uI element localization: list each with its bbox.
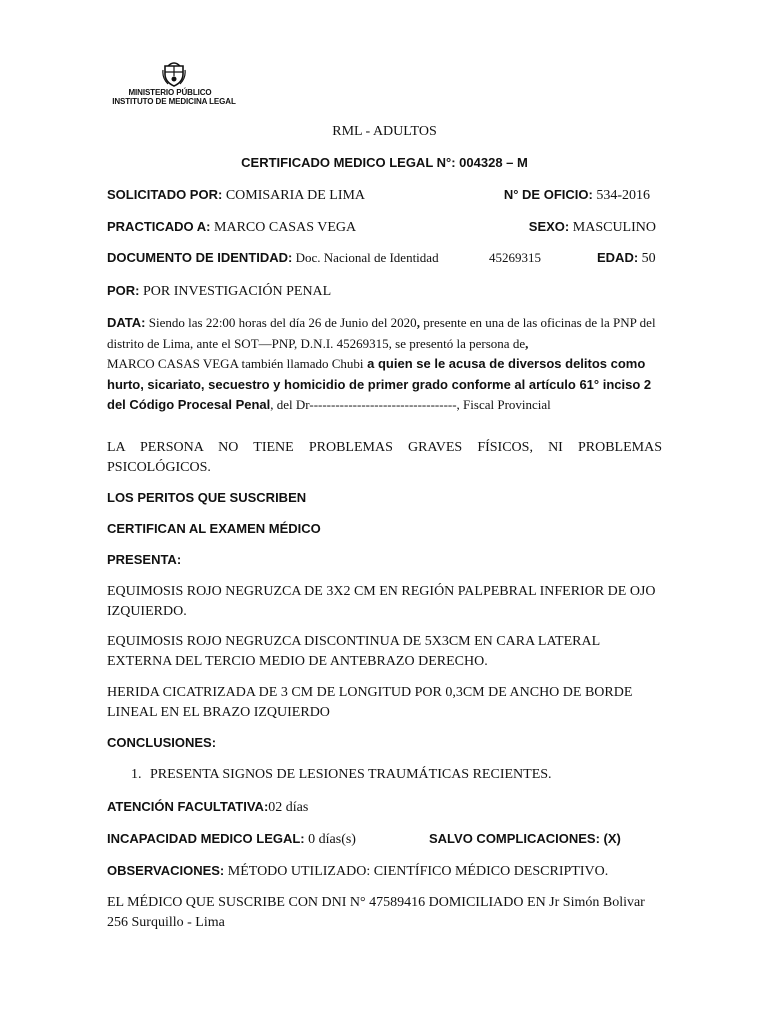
- data-accusation-text: a quien se le acusa de diversos delitos como hurto, sicariato, secuestro y homicidio de primer grado conforme al artículo 61° inciso 2 del Código Procesal Penal: [107, 356, 652, 413]
- conclusion-number: 1.: [131, 767, 142, 782]
- data-text-part1: Siendo las 22:00 horas del día 26 de Junio del 2020: [145, 315, 417, 330]
- data-text-part3: MARCO CASAS VEGA también llamado Chubi: [107, 356, 364, 372]
- peritos-heading: LOS PERITOS QUE SUSCRIBEN: [107, 490, 307, 505]
- data-text-part4: , del Dr----------------------------------, Fiscal Provincial: [270, 397, 551, 413]
- letterhead-logo: [104, 60, 244, 106]
- edad-label: EDAD:: [597, 250, 639, 265]
- document-type: RML - ADULTOS: [332, 124, 437, 139]
- data-paragraph: DATA: Siendo las 22:00 horas del día 26 de Junio del 2020, presente en una de las oficinas de la PNP del distrito de Lima, ante el SOT—PNP, D.N.I. 45269315, se presentó la persona de, MARCO CASAS VEGA también llamado Chubi a quien se le acusa de diversos delitos como hurto, sicariato, secuestro y homicidio de primer grado conforme al artículo 61° inciso 2 del Código Procesal Penal, del Dr----------------------------------, Fiscal Provincial: [107, 315, 656, 413]
- edad-value: 50: [638, 251, 656, 266]
- solicitado-label: SOLICITADO POR:: [107, 187, 223, 202]
- data-text-part2: presente en una de las oficinas de la PNP del distrito de Lima, ante el SOT—PNP, D.N.I. 45269315, se presentó la persona de: [107, 315, 656, 351]
- finding-item: EQUIMOSIS ROJO NEGRUZCA DISCONTINUA DE 5X3CM EN CARA LATERAL EXTERNA DEL TERCIO MEDIO DE ANTEBRAZO DERECHO.: [107, 634, 600, 669]
- atencion-label: ATENCIÓN FACULTATIVA:: [107, 799, 269, 814]
- data-comma: ,: [416, 315, 420, 330]
- coat-of-arms-icon: [162, 60, 186, 88]
- por-row: [107, 281, 662, 302]
- documento-label: DOCUMENTO DE IDENTIDAD:: [107, 250, 293, 265]
- documento-number: 45269315: [489, 250, 541, 265]
- finding-item: HERIDA CICATRIZADA DE 3 CM DE LONGITUD POR 0,3CM DE ANCHO DE BORDE LINEAL EN EL BRAZO IZQUIERDO: [107, 685, 633, 720]
- certifican-heading: CERTIFICAN AL EXAMEN MÉDICO: [107, 521, 321, 536]
- documento-value: Doc. Nacional de Identidad: [292, 250, 439, 265]
- finding-item: EQUIMOSIS ROJO NEGRUZCA DE 3X2 CM EN REGIÓN PALPEBRAL INFERIOR DE OJO IZQUIERDO.: [107, 584, 656, 619]
- statement-paragraph: LA PERSONA NO TIENE PROBLEMAS GRAVES FÍSICOS, NI PROBLEMAS PSICOLÓGICOS.: [107, 440, 662, 475]
- observaciones-label: OBSERVACIONES:: [107, 863, 225, 878]
- documento-row: [107, 248, 662, 269]
- incapacidad-label: INCAPACIDAD MEDICO LEGAL:: [107, 831, 305, 846]
- oficio-label: N° DE OFICIO:: [503, 187, 593, 202]
- org-name-line2: INSTITUTO DE MEDICINA LEGAL: [112, 97, 236, 106]
- observaciones-value: MÉTODO UTILIZADO: CIENTÍFICO MÉDICO DESCRIPTIVO.: [224, 864, 609, 879]
- solicitado-value: COMISARIA DE LIMA: [222, 188, 366, 203]
- sexo-value: MASCULINO: [569, 220, 656, 235]
- signature-paragraph: EL MÉDICO QUE SUSCRIBE CON DNI N° 47589416 DOMICILIADO EN Jr Simón Bolivar 256 Surquillo - Lima: [107, 895, 645, 930]
- incapacidad-value: 0 días(s): [304, 832, 356, 847]
- conclusion-item: [131, 765, 662, 785]
- conclusion-text: PRESENTA SIGNOS DE LESIONES TRAUMÁTICAS RECIENTES.: [150, 767, 552, 782]
- sexo-label: SEXO:: [528, 219, 570, 234]
- practicado-value: MARCO CASAS VEGA: [210, 220, 357, 235]
- certificate-title: CERTIFICADO MEDICO LEGAL N°: 004328 – M: [241, 155, 528, 170]
- conclusiones-heading: CONCLUSIONES:: [107, 735, 217, 750]
- atencion-row: [107, 797, 662, 818]
- solicitado-row: [107, 185, 662, 206]
- oficio-value: 534-2016: [592, 188, 650, 203]
- por-value: POR INVESTIGACIÓN PENAL: [139, 284, 332, 299]
- presenta-heading: PRESENTA:: [107, 552, 182, 567]
- practicado-row: [107, 217, 662, 238]
- incapacidad-row: [107, 829, 662, 850]
- data-label: DATA:: [107, 315, 146, 330]
- atencion-value: 02 días: [268, 800, 309, 815]
- observaciones-row: [107, 861, 662, 882]
- por-label: POR:: [107, 283, 140, 298]
- org-name-line1: MINISTERIO PÚBLICO: [128, 88, 212, 97]
- salvo-complicaciones: SALVO COMPLICACIONES: (X): [429, 831, 621, 846]
- practicado-label: PRACTICADO A:: [107, 219, 211, 234]
